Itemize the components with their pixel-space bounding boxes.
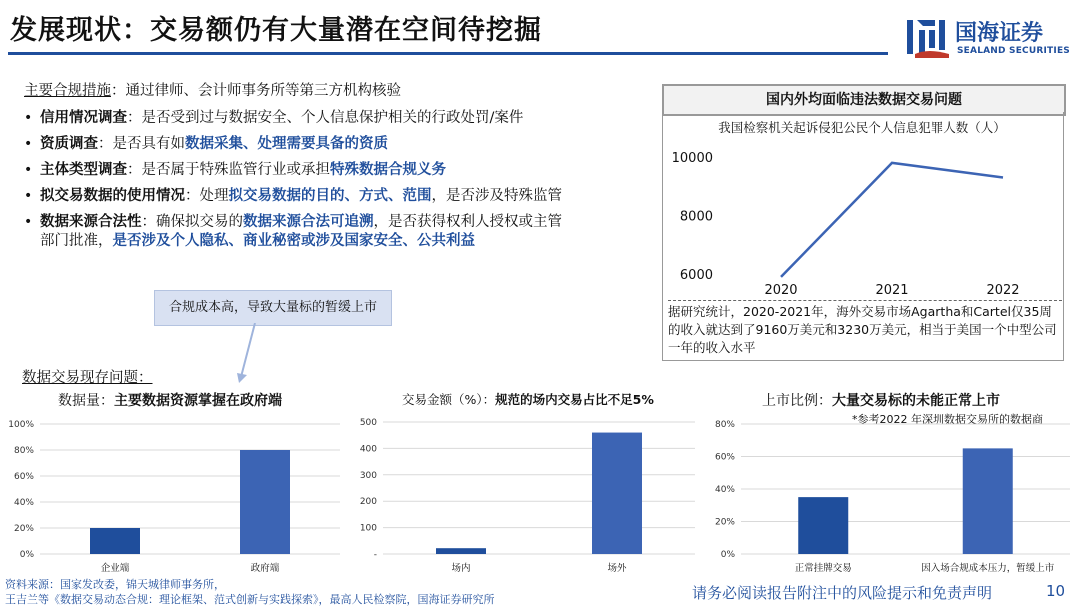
bullet-icon: • xyxy=(24,162,33,178)
bar xyxy=(436,548,486,554)
item-text-tail: ，是否获得权利人授权或主管 xyxy=(373,214,562,230)
bar-chart-transaction-amount xyxy=(355,414,700,576)
line-chart-title: 我国检察机关起诉侵犯公民个人信息犯罪人数（人） xyxy=(718,120,1006,135)
company-logo xyxy=(905,14,1075,64)
y-tick-label: 20% xyxy=(715,517,735,528)
line-chart xyxy=(663,112,1061,302)
y-tick-label: 400 xyxy=(359,444,377,455)
y-tick-label: 40% xyxy=(715,485,735,495)
bar-chart-data-volume xyxy=(0,414,345,576)
bar xyxy=(798,497,848,554)
item-head: 拟交易数据的使用情况 xyxy=(40,188,185,204)
y-tick-label: 0% xyxy=(19,550,34,560)
item-highlight: 特殊数据合规义务 xyxy=(330,162,446,178)
logo-subtitle: SEALAND SECURITIES xyxy=(957,46,1070,56)
y-tick-label: 40% xyxy=(13,498,34,508)
x-tick-label: 因入场合规成本压力，暂缓上市 xyxy=(921,563,1055,574)
intro-text: ：通过律师、会计师事务所等第三方机构核验 xyxy=(111,83,401,99)
chart3-title xyxy=(762,390,1000,410)
bar-chart-listing-ratio xyxy=(715,414,1075,576)
chart1-title-bold: 主要数据资源掌握在政府端 xyxy=(114,393,282,409)
disclaimer: 请务必阅读报告附注中的风险提示和免责声明 xyxy=(692,584,993,602)
item-highlight: 是否涉及个人隐私、商业秘密或涉及国家安全、公共利益 xyxy=(112,233,475,249)
y-tick-label: 100 xyxy=(359,523,377,534)
chart2-title-plain: 交易金额（%）： xyxy=(402,392,496,407)
list-item-source-legality-line2 xyxy=(40,230,475,252)
y-tick-label: 0% xyxy=(720,550,735,560)
sealand-logo-icon xyxy=(905,14,951,60)
x-tick-label: 2020 xyxy=(764,283,798,298)
y-tick-label: 80% xyxy=(715,420,735,430)
bar xyxy=(963,448,1013,554)
y-tick-label: 100% xyxy=(8,420,34,430)
bullet-icon: • xyxy=(24,136,33,152)
x-tick-label: 2022 xyxy=(986,283,1020,298)
item-highlight: 数据采集、处理需要具备的资质 xyxy=(185,136,388,152)
right-panel-note: 据研究统计，2020-2021年，海外交易市场Agartha和Cartel仅35周的收入就达到了9160万美元和3230万美元，相当于美国一个中型公司一年的收入水平 xyxy=(668,300,1062,361)
x-tick-label: 企业端 xyxy=(100,563,130,574)
item-text-tail: ，是否涉及特殊监管 xyxy=(431,188,562,204)
chart3-title-bold: 大量交易标的未能正常上市 xyxy=(832,393,1000,409)
chart2-title-bold: 规范的场内交易占比不足5% xyxy=(495,392,654,407)
bar xyxy=(592,433,642,554)
item-highlight: 数据来源合法可追溯 xyxy=(243,214,374,230)
list-item-qualification xyxy=(24,133,388,155)
right-panel-title: 国内外均面临违法数据交易问题 xyxy=(662,84,1066,116)
chart3-title-plain: 上市比例： xyxy=(762,393,832,409)
source-line-1: 资料来源：国家发改委，锦天城律师事务所， xyxy=(5,578,225,591)
item-highlight: 拟交易数据的目的、方式、范围 xyxy=(228,188,432,204)
y-tick-label: - xyxy=(373,550,377,560)
page-number: 10 xyxy=(1046,582,1066,600)
chart1-title xyxy=(58,390,282,410)
bar xyxy=(240,450,290,554)
intro-label: 主要合规措施 xyxy=(24,83,111,99)
item-head: 主体类型调查 xyxy=(40,162,127,178)
chart3-note: *参考2022 年深圳数据交易所的数据商 xyxy=(852,413,1043,426)
item-head: 资质调查 xyxy=(40,136,98,152)
item-text: ：是否属于特殊监管行业或承担 xyxy=(127,162,330,178)
intro-line xyxy=(24,80,401,102)
source-footnote xyxy=(5,577,495,607)
y-tick-label: 10000 xyxy=(671,151,713,166)
bottom-section-label: 数据交易现存问题： xyxy=(22,370,153,386)
source-line-2: 王吉兰等《数据交易动态合规：理论框架、范式创新与实践探索》，最高人民检察院，国海证券研究所 xyxy=(5,593,495,606)
chart2-title xyxy=(402,390,654,408)
y-tick-label: 60% xyxy=(13,472,34,482)
x-tick-label: 正常挂牌交易 xyxy=(794,563,852,574)
y-tick-label: 300 xyxy=(359,470,377,481)
y-tick-label: 200 xyxy=(359,497,377,508)
x-tick-label: 2021 xyxy=(875,283,909,298)
y-tick-label: 8000 xyxy=(679,209,713,225)
y-tick-label: 6000 xyxy=(679,268,713,283)
line-series xyxy=(781,163,1003,277)
item-head: 数据来源合法性 xyxy=(40,214,142,230)
item-head: 信用情况调查 xyxy=(40,110,127,126)
y-tick-label: 500 xyxy=(359,418,377,428)
x-tick-label: 场内 xyxy=(451,563,471,574)
list-item-usage xyxy=(24,185,562,207)
bar xyxy=(90,528,140,554)
title-divider xyxy=(8,52,888,55)
callout-box: 合规成本高，导致大量标的暂缓上市 xyxy=(154,290,392,326)
page-title: 发展现状：交易额仍有大量潜在空间待挖掘 xyxy=(10,15,542,46)
list-item-credit xyxy=(24,107,524,129)
bullet-icon: • xyxy=(24,188,33,204)
bullet-icon: • xyxy=(24,214,33,230)
logo-name: 国海证券 xyxy=(955,21,1044,46)
x-tick-label: 场外 xyxy=(607,563,627,574)
y-tick-label: 20% xyxy=(13,524,34,534)
item-text: 部门批准， xyxy=(40,233,113,249)
item-text: ：确保拟交易的 xyxy=(141,214,243,230)
item-text: ：是否受到过与数据安全、个人信息保护相关的行政处罚/案件 xyxy=(127,110,524,126)
y-tick-label: 60% xyxy=(715,452,735,463)
item-text: ：是否具有如 xyxy=(98,136,185,152)
callout-arrow-icon xyxy=(235,323,275,383)
bullet-icon: • xyxy=(24,110,33,126)
chart1-title-plain: 数据量： xyxy=(58,393,114,409)
x-tick-label: 政府端 xyxy=(250,563,280,574)
item-text: ：处理 xyxy=(185,188,229,204)
list-item-subject-type xyxy=(24,159,446,181)
y-tick-label: 80% xyxy=(13,446,34,456)
